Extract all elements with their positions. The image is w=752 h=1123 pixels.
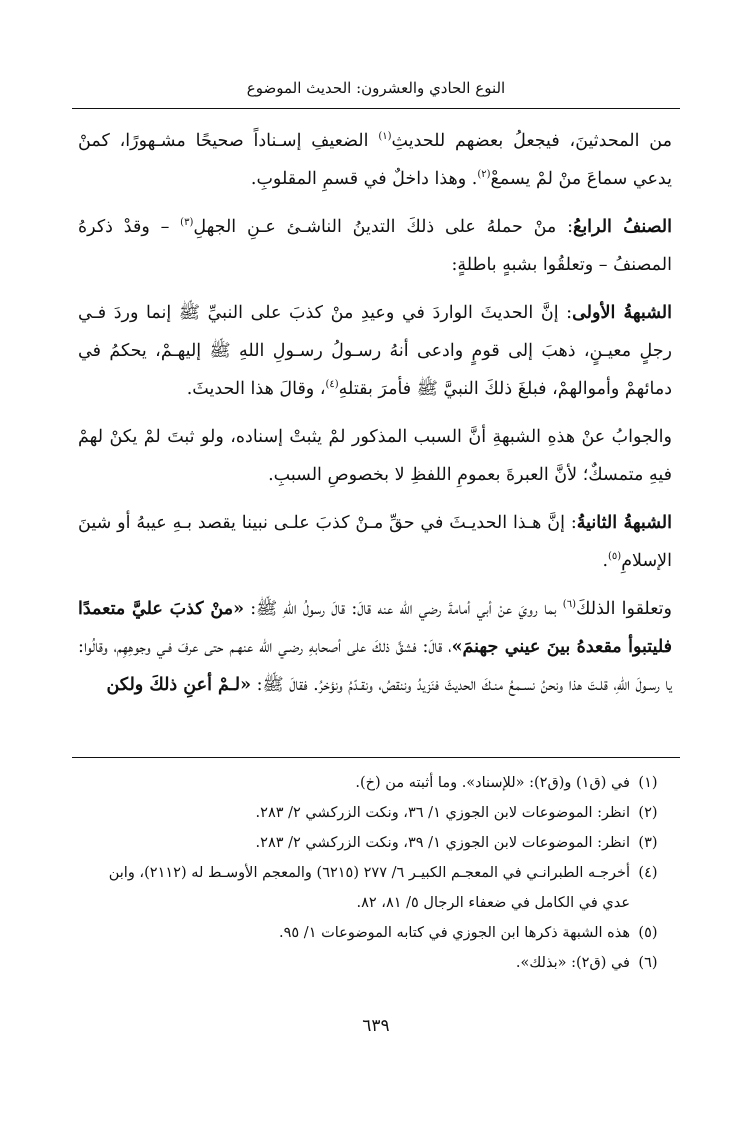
footnote-ref-5[interactable]: (٥) bbox=[608, 551, 622, 563]
paragraph-2: الصنفُ الرابعُ: منْ حملهُ على ذلكَ التدينُ الناشـئ عـنِ الجهلِ$^{(٣)}$ – وقدْ ذكرهُ المصنفُ – وتعلقُوا بشبهٍ باطلةٍ: bbox=[78, 217, 673, 275]
footnote-ref-3[interactable]: (٣) bbox=[180, 217, 194, 229]
footnote-6 bbox=[86, 948, 666, 978]
paragraph-3: الشبهةُ الأولى: إنَّ الحديثَ الواردَ في وعيدِ منْ كذبَ على النبيِّ ﷺ إنما وردَ فـي رجلٍ معيـنٍ، ذهبَ إلى قومٍ وادعى أنهُ رسـولُ رسـولِ اللهِ ﷺ إليهـمْ، يحكمُ في دمائهمْ وأموالهمْ، فبلغَ ذلكَ النبيَّ ﷺ فأمرَ بقتلهِ$^{(٤)}$، وقالَ هذا الحديثَ. bbox=[78, 303, 672, 399]
main-text bbox=[78, 122, 672, 704]
section-heading: الصنفُ الرابعُ bbox=[573, 217, 673, 237]
footnote-3 bbox=[86, 828, 666, 858]
footnote-number: (٣) bbox=[638, 835, 658, 851]
footnote-number: (٢) bbox=[638, 805, 658, 821]
footnotes bbox=[86, 768, 666, 978]
footnote-text: انظر: الموضوعات لابن الجوزي ١/ ٣٩، ونكت الزركشي ٢/ ٢٨٣. bbox=[255, 835, 630, 851]
running-header: النوع الحادي والعشرون: الحديث الموضوع bbox=[246, 79, 506, 97]
footnote-number: (٦) bbox=[638, 955, 658, 971]
second-doubt-heading: الشبهةُ الثانيةُ bbox=[576, 513, 672, 533]
footnote-number: (١) bbox=[638, 775, 658, 791]
footnote-5 bbox=[86, 918, 666, 948]
footnote-divider bbox=[72, 757, 680, 758]
page-number: ٦٣٩ bbox=[362, 1016, 390, 1036]
paragraph-5: الشبهةُ الثانيةُ: إنَّ هـذا الحديـثَ في حقِّ مـنْ كذبَ علـى نبينا يقصد بـهِ عيبهُ أو شينَ الإسلامِ$^{(٥)}$. bbox=[78, 513, 672, 571]
paragraph-6: وتعلقوا الذلكَ$^{(٦)}$ بما رويَ عنْ أبي أمامةَ رضي الله عنه قالَ: قالَ رسولُ اللهِ ﷺ: «منْ كذبَ عليَّ متعمدًا فليتبوأ مقعدهُ بينَ عيني جهنمَ»، قالَ: فشقَّ ذلكَ على أصحابهِ رضـي الله عنهـم حتى عرفَ فـي وجوهِهِم، وقالُوا: يا رسـولَ اللهِ، قلـتَ هذا ونحنُ نسـمعُ منـكَ الحديثَ فنَزيدُ وننقصُ، ونقـدّمُ ونؤخرُ. فقالَ ﷺ: «لـمْ أعنِ ذلكَ ولكن bbox=[78, 599, 673, 695]
paragraph-1: من المحدثينَ، فيجعلُ بعضهم للحديثِ$^{(١)}$ الضعيفِ إسـناداً صحيحًا مشـهورًا، كمنْ يدعي سماعَ منْ لمْ يسمعْ$^{(٢)}$. وهذا داخلٌ في قسمِ المقلوبِ. bbox=[78, 131, 672, 189]
footnote-text: في (ق١) و(ق٢): «للإسناد». وما أثبته من (خ). bbox=[355, 775, 630, 791]
footnote-text: أخرجـه الطبرانـي في المعجـم الكبيـر ٦/ ٢٧٧ (٦٢١٥) والمعجم الأوسـط له (٢١١٢)، وابن عدي في الكامل في ضعفاء الرجال ٥/ ٨١، ٨٢. bbox=[108, 865, 630, 911]
footnote-4 bbox=[86, 858, 666, 918]
header-divider bbox=[72, 108, 680, 109]
first-doubt-heading: الشبهةُ الأولى bbox=[572, 303, 672, 323]
footnote-text: انظر: الموضوعات لابن الجوزي ١/ ٣٦، ونكت الزركشي ٢/ ٢٨٣. bbox=[255, 805, 630, 821]
hadith-quote-2: «لـمْ أعنِ ذلكَ ولكن bbox=[106, 675, 252, 695]
footnote-text: هذه الشبهة ذكرها ابن الجوزي في كتابه الموضوعات ١/ ٩٥. bbox=[279, 925, 630, 941]
footnote-ref-1[interactable]: (١) bbox=[378, 131, 392, 143]
footnote-ref-6[interactable]: (٦) bbox=[562, 599, 576, 611]
footnote-ref-2[interactable]: (٢) bbox=[477, 169, 491, 181]
footnote-number: (٥) bbox=[638, 925, 658, 941]
hadith-quote: «منْ كذبَ عليَّ متعمدًا فليتبوأ مقعدهُ بينَ عيني جهنمَ» bbox=[78, 599, 673, 657]
paragraph-4: والجوابُ عنْ هذهِ الشبهةِ أنَّ السبب المذكور لمْ يثبتْ إسناده، ولو ثبتَ لمْ يكنْ لهمْ فيهِ متمسكٌ؛ لأنَّ العبرةَ بعمومِ اللفظِ لا بخصوصِ السببِ. bbox=[78, 427, 672, 485]
footnote-number: (٤) bbox=[638, 865, 658, 881]
footnote-text: في (ق٢): «بذلك». bbox=[515, 955, 630, 971]
footnote-ref-4[interactable]: (٤) bbox=[325, 379, 339, 391]
footnote-2 bbox=[86, 798, 666, 828]
footnote-1 bbox=[86, 768, 666, 798]
